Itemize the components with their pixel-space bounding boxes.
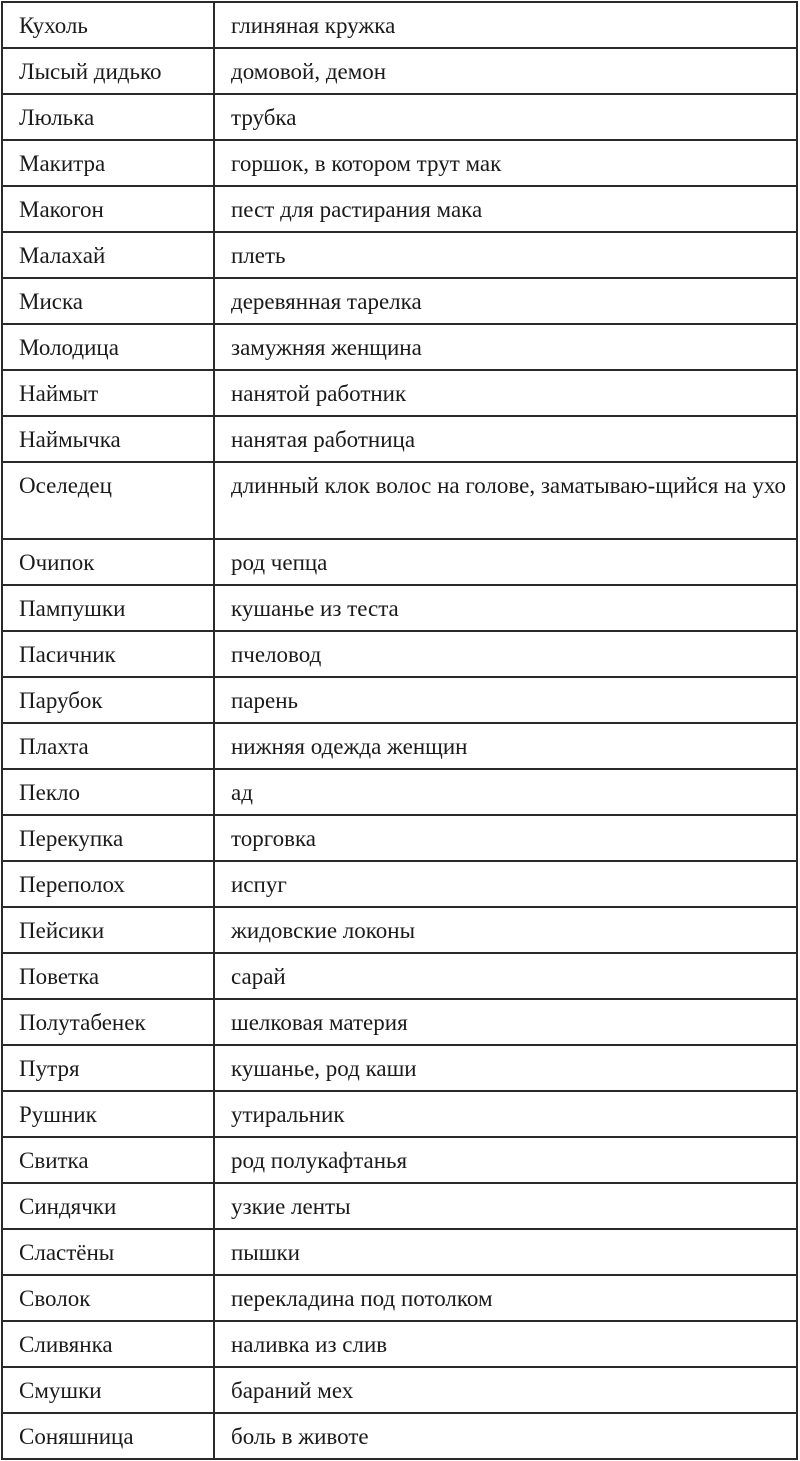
definition-cell: плеть [214,232,797,278]
table-row [2,462,797,539]
definition-cell: нанятая работница [214,416,797,462]
term-cell: Молодица [2,324,214,370]
definition-cell: жидовские локоны [214,907,797,953]
table-row [2,94,797,140]
table-row [2,232,797,278]
term-cell: Свитка [2,1137,214,1183]
table-row [2,999,797,1045]
term-cell: Смушки [2,1367,214,1413]
table-row [2,278,797,324]
term-cell: Пейсики [2,907,214,953]
term-cell: Оселедец [2,462,214,539]
term-cell: Макитра [2,140,214,186]
term-cell: Синдячки [2,1183,214,1229]
definition-cell: горшок, в котором трут мак [214,140,797,186]
glossary-rows [2,2,797,1459]
term-cell: Переполох [2,861,214,907]
table-row [2,723,797,769]
definition-cell: кушанье из теста [214,585,797,631]
definition-cell: нижняя одежда женщин [214,723,797,769]
definition-cell: торговка [214,815,797,861]
table-row [2,907,797,953]
table-row [2,1137,797,1183]
term-cell: Макогон [2,186,214,232]
table-row [2,1183,797,1229]
term-cell: Наймыт [2,370,214,416]
table-row [2,815,797,861]
definition-cell: трубка [214,94,797,140]
definition-cell: пышки [214,1229,797,1275]
table-row [2,140,797,186]
table-row [2,677,797,723]
definition-cell: замужняя женщина [214,324,797,370]
table-row [2,861,797,907]
term-cell: Миска [2,278,214,324]
table-row [2,1275,797,1321]
table-row [2,1045,797,1091]
term-cell: Очипок [2,539,214,585]
definition-cell: пчеловод [214,631,797,677]
definition-cell: длинный клок волос на голове, заматываю-щийся на ухо [214,462,797,539]
definition-cell: ад [214,769,797,815]
definition-cell: нанятой работник [214,370,797,416]
table-row [2,48,797,94]
term-cell: Сволок [2,1275,214,1321]
table-row [2,1091,797,1137]
term-cell: Наймычка [2,416,214,462]
term-cell: Плахта [2,723,214,769]
definition-cell: сарай [214,953,797,999]
table-row [2,585,797,631]
definition-cell: утиральник [214,1091,797,1137]
term-cell: Пекло [2,769,214,815]
definition-cell: бараний мех [214,1367,797,1413]
term-cell: Парубок [2,677,214,723]
table-row [2,539,797,585]
definition-cell: род чепца [214,539,797,585]
definition-cell: наливка из слив [214,1321,797,1367]
definition-cell: испуг [214,861,797,907]
term-cell: Рушник [2,1091,214,1137]
definition-cell: род полукафтанья [214,1137,797,1183]
table-row [2,1321,797,1367]
definition-cell: глиняная кружка [214,2,797,48]
term-cell: Пасичник [2,631,214,677]
table-row [2,769,797,815]
definition-cell: пест для растирания мака [214,186,797,232]
definition-cell: домовой, демон [214,48,797,94]
table-row [2,1367,797,1413]
table-row [2,953,797,999]
definition-cell: кушанье, род каши [214,1045,797,1091]
definition-cell: парень [214,677,797,723]
table-row [2,2,797,48]
term-cell: Сливянка [2,1321,214,1367]
term-cell: Кухоль [2,2,214,48]
term-cell: Малахай [2,232,214,278]
definition-cell: узкие ленты [214,1183,797,1229]
term-cell: Сластёны [2,1229,214,1275]
table-row [2,416,797,462]
term-cell: Люлька [2,94,214,140]
definition-cell: деревянная тарелка [214,278,797,324]
term-cell: Полутабенек [2,999,214,1045]
term-cell: Пампушки [2,585,214,631]
definition-cell: шелковая материя [214,999,797,1045]
term-cell: Соняшница [2,1413,214,1459]
glossary-table [1,1,798,1460]
term-cell: Поветка [2,953,214,999]
table-row [2,1229,797,1275]
table-row [2,370,797,416]
definition-cell: перекладина под потолком [214,1275,797,1321]
definition-cell: боль в животе [214,1413,797,1459]
table-row [2,324,797,370]
term-cell: Перекупка [2,815,214,861]
table-row [2,1413,797,1459]
table-row [2,186,797,232]
table-row [2,631,797,677]
term-cell: Путря [2,1045,214,1091]
term-cell: Лысый дидько [2,48,214,94]
